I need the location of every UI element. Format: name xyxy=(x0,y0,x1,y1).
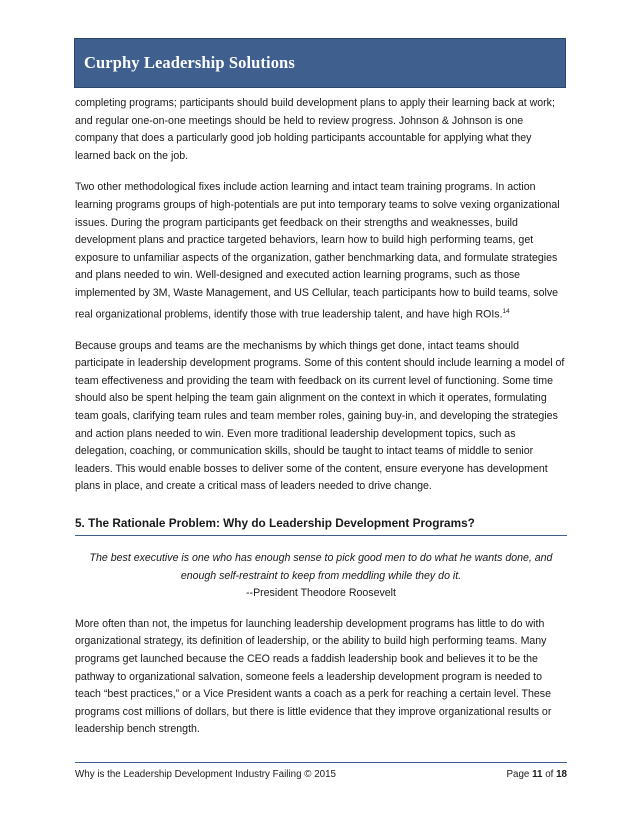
footer-title: Why is the Leadership Development Industry Failing © 2015 xyxy=(75,769,336,780)
header-banner xyxy=(74,38,566,88)
footnote-ref: 14 xyxy=(502,307,510,315)
paragraph: completing programs; participants should build development plans to apply their learning back at work; and regular one-on-one meetings should be held to review progress. Johnson & Johnson is one company that does a particularly good job holding participants accountable for applying what they learned back on the job. xyxy=(75,97,555,162)
quote-attribution: --President Theodore Roosevelt xyxy=(246,587,396,600)
paragraph: More often than not, the impetus for launching leadership development programs has little to do with organizational strategy, its definition of leadership, or the ability to build high performing teams. Many programs get launched because the CEO reads a faddish leadership book and believes it to be the pathway to organizational salvation, someone feels a leadership development program is needed to teach “best practices,” or a Vice President wants a coach as a perk for reaching a certain level. These programs cost millions of dollars, but there is little evidence that they improve organizational results or leadership bench strength. xyxy=(75,617,552,736)
paragraph: Because groups and teams are the mechanisms by which things get done, intact teams should participate in leadership development programs. Some of this content should include learning a model of team effectiveness and providing the team with feedback on its current level of functioning. Some time should also be spent helping the team gain alignment on the context in which it operates, formulating team goals, clarifying team rules and team member roles, gaining buy-in, and developing the strategies and action plans needed to win. Even more traditional leadership development topics, such as delegation, coaching, or communication skills, should be taught to intact teams of middle to senior leaders. This would enable bosses to deliver some of the content, ensure everyone has development plans in place, and create a critical mass of leaders needed to drive change. xyxy=(75,339,565,493)
page-footer xyxy=(75,762,567,780)
page-label: Page xyxy=(506,769,530,780)
epigraph-quote: The best executive is one who has enough sense to pick good men to do what he wants done, and enough self-restraint to keep from meddling while they do it. xyxy=(89,552,553,582)
paragraph-text: Two other methodological fixes include action learning and intact team training programs. In action learning programs groups of high-potentials are put into temporary teams to solve vexing organizational issues. During the program participants get feedback on their strengths and weaknesses, build development plans and practice targeted behaviors, learn how to build high performing teams, get exposure to unfamiliar aspects of the organization, gather benchmarking data, and formulate strategies and plans needed to win. Well-designed and executed action learning programs, such as those implemented by 3M, Waste Management, and US Cellular, teach participants how to build teams, solve real organizational problems, identify those with true leadership talent, and have high ROIs. xyxy=(75,181,560,321)
of-label: of xyxy=(545,769,554,780)
section-heading: 5. The Rationale Problem: Why do Leadership Development Programs? xyxy=(75,514,567,536)
document-body xyxy=(75,95,567,753)
brand-title: Curphy Leadership Solutions xyxy=(84,53,295,72)
paragraph xyxy=(75,179,567,323)
total-pages: 18 xyxy=(556,769,567,780)
page-number: 11 xyxy=(532,769,543,780)
page-indicator xyxy=(506,769,567,780)
